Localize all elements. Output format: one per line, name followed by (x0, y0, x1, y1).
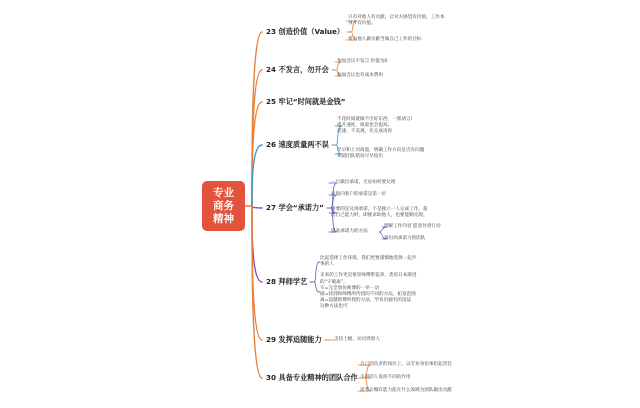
leaf-text-line: 备份高承诺力的团队 (384, 235, 426, 241)
leaf-node[interactable] (331, 192, 386, 198)
leaf-text-line: 迅速、不美观、先完成再说 (337, 129, 393, 135)
leaf-text-line: 支持上级、动员周围人 (334, 336, 380, 342)
leaf-text-line: 思考让哪有能力能在什么领域为团队做出贡献 (360, 387, 452, 393)
leaf-node[interactable] (320, 256, 416, 268)
branch-connector (252, 145, 262, 206)
leaf-text-line: 尽早和上司商量，明确工作方向是否有问题 (337, 147, 425, 153)
leaf-text-line: 的“守破离”。 (320, 279, 348, 285)
leaf-node[interactable] (337, 148, 424, 160)
subleaf-node[interactable] (384, 236, 425, 242)
leaf-text-line: 比起选择工作环境，我们更要谨慎地选择一起共 (320, 255, 417, 261)
leaf-text-line: 守=完全效仿师傅的一举一动 (320, 285, 379, 291)
leaf-text-line: 离=超越师傅所授的方法，学育出独有的技法 (320, 298, 412, 304)
leaf-node[interactable] (360, 375, 411, 381)
leaf-node[interactable] (331, 180, 395, 186)
root-topic-line: 商务 (213, 199, 234, 212)
branch-topic-b30[interactable]: 30 具备专业精神的团队合作 (266, 373, 358, 382)
leaf-text-line: 一旦做出承诺，无论如何要兑现 (331, 179, 396, 185)
branch-topic-b29[interactable]: 29 发挥追随能力 (266, 335, 322, 344)
leaf-text-line: 提高承诺力的方法 (331, 228, 368, 234)
branch-topic-b26[interactable]: 26 速度质量两不误 (266, 140, 329, 149)
leaf-text-line: 只有对他人有贡献，让对方感觉有价值，工作本 (348, 14, 445, 20)
root-topic-line: 精神 (213, 212, 234, 225)
leaf-text-line: 知道团队错误尽早指出 (337, 154, 383, 159)
leaf-node[interactable] (348, 37, 422, 43)
leaf-node[interactable] (337, 59, 387, 65)
leaf-text-line: 将为他人做贡献当做自己工作的目标 (348, 36, 422, 42)
leaf-text-line: 理解工作内容 愿意付诸行动 (384, 223, 441, 229)
leaf-node[interactable] (337, 73, 383, 79)
leaf-node[interactable] (320, 273, 416, 310)
leaf-text-line: 身才有价值。 (348, 21, 376, 26)
leaf-text-line: 自己的负责的岗位上，以专业身份承担起责任 (360, 361, 452, 367)
branch-connector (252, 206, 262, 208)
branch-topic-b25[interactable]: 25 牢记“时间就是金钱” (266, 97, 346, 106)
leaf-node[interactable] (331, 207, 427, 219)
root-topic-node[interactable] (202, 181, 245, 231)
leaf-node[interactable] (360, 362, 452, 368)
branch-connector (252, 206, 262, 282)
leaf-text-line: 出自己能力时，即使求助他人，也要能顺兑现。 (331, 213, 428, 218)
leaf-node[interactable] (348, 15, 444, 27)
leaf-node[interactable] (360, 388, 452, 394)
leaf-node[interactable] (331, 229, 368, 235)
branch-topic-b23[interactable]: 23 创造价值（Value） (266, 27, 345, 36)
branch-topic-b28[interactable]: 28 拜师学艺 (266, 277, 308, 286)
leaf-text-line: 提升速度，质量也会提高。 (337, 122, 393, 128)
branch-topic-b24[interactable]: 24 不发言，勿开会 (266, 65, 329, 74)
leaf-text-line: 不花时间就做不出好东西，一派胡言! (337, 116, 413, 122)
leaf-text-line: 不同的人发挥不同的作用 (360, 374, 411, 380)
leaf-node[interactable] (337, 117, 412, 136)
leaf-text-line: 参加会议不发言 价值为0 (337, 58, 388, 64)
branch-topic-b27[interactable]: 27 学会“承诺力” (266, 203, 324, 212)
leaf-text-line: 参加会议也有成本费用 (337, 72, 383, 78)
leaf-text-line: 未来的工作更是推崇师傅带徒弟，类似日本渐进 (320, 273, 417, 279)
leaf-text-line: 兑现向客户的承诺是第一位 (331, 191, 387, 197)
root-topic-line: 专业 (213, 186, 234, 199)
leaf-text-line: 事的人 (320, 262, 334, 267)
leaf-text-line: 这种方法也可 (320, 304, 348, 310)
subleaf-node[interactable] (384, 224, 441, 230)
leaf-text-line: 破=找到和师傅所传授的不同的方法，拓宽范围 (320, 292, 416, 297)
leaf-text-line: 重要的是兑现承诺，不是独立一人完成工作，超 (331, 206, 428, 212)
leaf-node[interactable] (334, 337, 380, 343)
